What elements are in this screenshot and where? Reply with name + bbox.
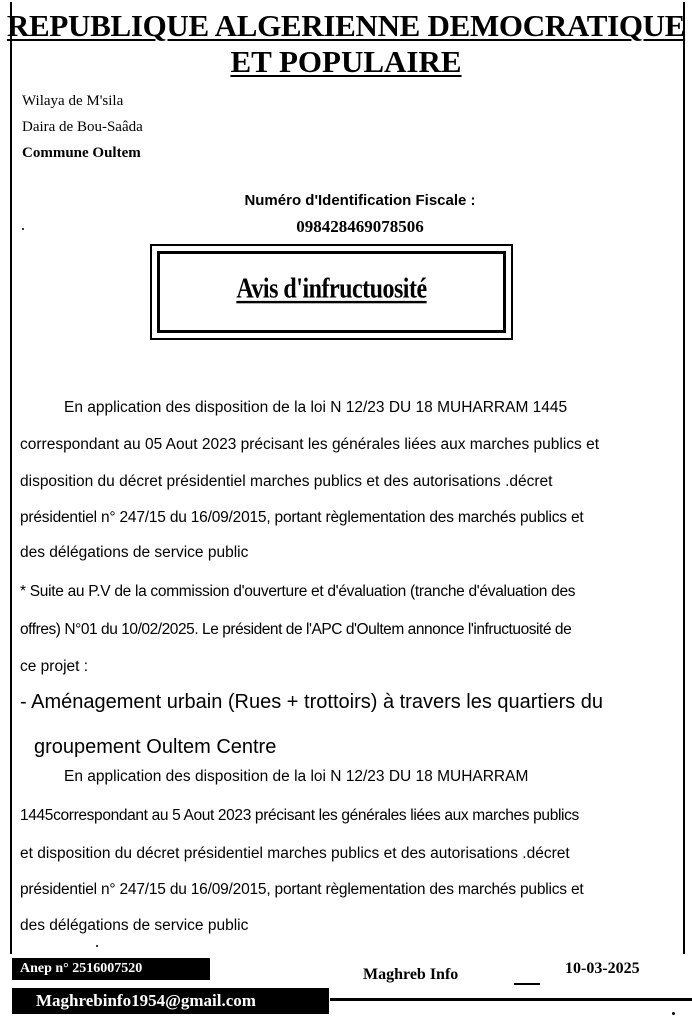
bottom-rule: [330, 998, 692, 1001]
body-line-5: des délégations de service public: [20, 544, 249, 561]
publication-date: 10-03-2025: [565, 960, 640, 977]
project-line-2: groupement Oultem Centre: [34, 736, 277, 758]
wilaya: Wilaya de M'sila: [22, 93, 124, 109]
body-line-1: En application des disposition de la loi N 12/23 DU 18 MUHARRAM 1445: [64, 399, 568, 416]
body-line-15: des délégations de service public: [20, 917, 249, 934]
body-line-6: * Suite au P.V de la commission d'ouverture et d'évaluation (tranche d'évaluation des: [20, 583, 576, 600]
body-line-12: 1445correspondant au 5 Aout 2023 précisant les générales liées aux marches publics: [20, 807, 579, 824]
body-line-3: disposition du décret présidentiel marches publics et des autorisations .décret: [20, 473, 553, 490]
body-line-2: correspondant au 05 Aout 2023 précisant les générales liées aux marches publics et: [20, 436, 600, 453]
fiscal-id-value: 098428469078506: [296, 217, 424, 236]
daira: Daira de Bou-Saâda: [22, 119, 143, 135]
country-title-line1: REPUBLIQUE ALGERIENNE DEMOCRATIQUE: [6, 8, 686, 43]
scan-speck: [22, 228, 24, 230]
publication-name: Maghreb Info: [363, 966, 459, 983]
contact-email: Maghrebinfo1954@gmail.com: [12, 988, 329, 1014]
body-line-8: ce projet :: [20, 658, 89, 675]
scan-speck: [96, 945, 98, 947]
project-line-1: - Aménagement urbain (Rues + trottoirs) à travers les quartiers du: [20, 691, 604, 713]
commune: Commune Oultem: [22, 145, 141, 161]
fiscal-id-label: Numéro d'Identification Fiscale :: [244, 192, 476, 209]
scan-speck: [672, 1012, 675, 1015]
body-line-14: présidentiel n° 247/15 du 16/09/2015, portant règlementation des marchés publics et: [20, 881, 584, 898]
body-line-7: offres) N°01 du 10/02/2025. Le président de l'APC d'Oultem annonce l'infructuosité de: [20, 621, 572, 638]
notice-title-box: [150, 244, 513, 340]
anep-number: Anep n° 2516007520: [12, 958, 210, 980]
notice-title: Avis d'infructuosité: [236, 273, 427, 305]
body-line-13: et disposition du décret présidentiel marches publics et des autorisations .décret: [20, 845, 570, 862]
body-line-4: présidentiel n° 247/15 du 16/09/2015, portant règlementation des marchés publics et: [20, 509, 584, 526]
body-line-11: En application des disposition de la loi N 12/23 DU 18 MUHARRAM: [64, 768, 529, 785]
footer-separator: [514, 983, 540, 985]
country-title-line2: ET POPULAIRE: [230, 44, 462, 79]
